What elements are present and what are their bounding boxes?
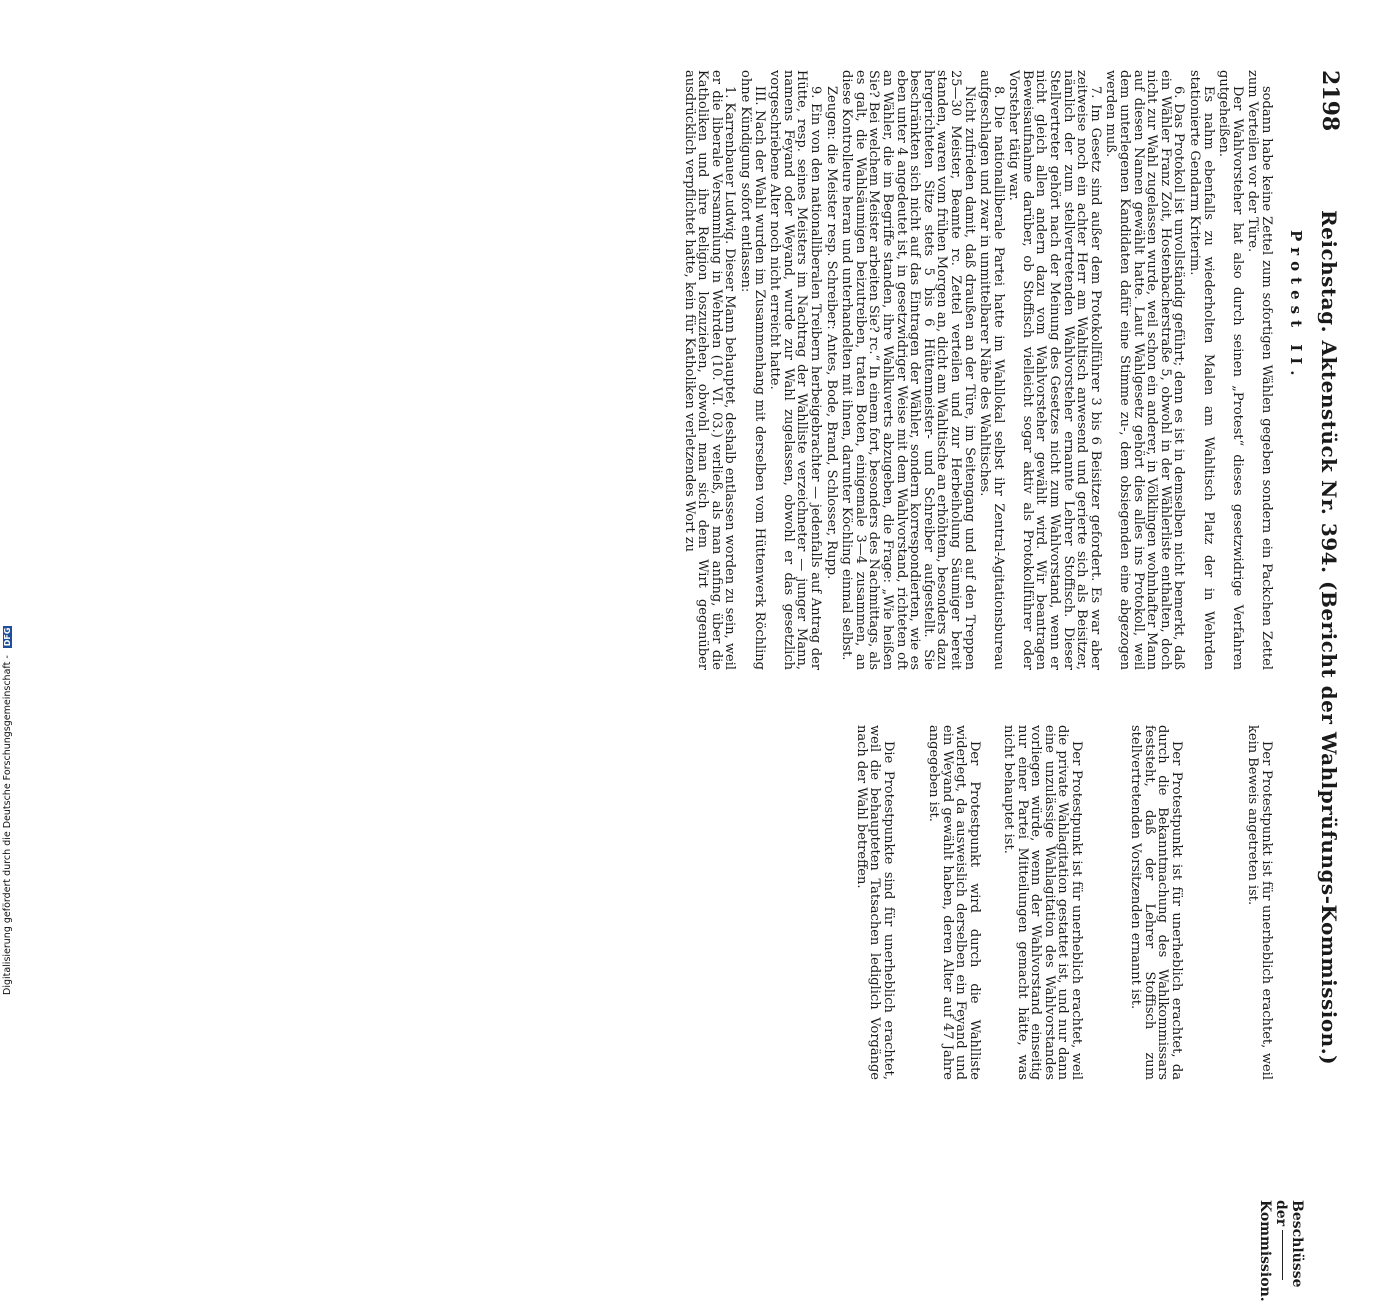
paragraph: 7. Im Gesetz sind außer dem Protokollführer 3 bis 6 Beisitzer gefordert. Es war aber zeitweise noch ein achter Herr am Wahltisch anwesend und gerierte sich als Beisitzer, nämlich der zum stellvertretenden Wahlvorsteher ernannte Lehrer Stoffisch. Dieser Stellvertreter gehört nach der Meinung des Gesetzes nicht zum Wahlvorstand, wenn er nicht gleich allen andern dazu vom Wahlvorsteher gewählt wird. Wir beantragen Beweisaufnahme darüber, ob Stoffisch vielleicht sogar aktiv als Protokollführer oder Vorsteher tätig war.: [1006, 70, 1103, 670]
protocol-heading: Protest II.: [1287, 230, 1305, 382]
decision-text: Der Protestpunkt ist für unerheblich erachtet, da durch die Bekanntmachung des Wahlkommissars feststeht, daß der Lehrer Stoffisch zum stellvertretenden Vorsitzenden ernannt ist.: [1128, 725, 1184, 1080]
dfg-logo: DFG: [3, 627, 12, 647]
paragraph: Es nahm ebenfalls zu wiederholten Malen am Wahltisch Platz der in Wehrden stationierte Gendarm Kriterim.: [1187, 70, 1216, 670]
decision-block: [854, 725, 895, 1080]
decision-text: Die Protestpunkte sind für unerheblich erachtet, weil die behaupteten Tatsachen lediglich Vorgänge nach der Wahl betreffen.: [853, 725, 896, 1080]
paragraph: 6. Das Protokoll ist unvollständig geführt; denn es ist in demselben nicht bemerkt, daß ein Wähler Franz Zoit, Hostenbacherstraße 5, obwohl in der Wählerliste enthalten, doch nicht zur Wahl zugelassen wurde, weil schon ein anderer, in Völklingen wohnhafter Mann auf diesen Namen gewählt hatte. Laut Wahlgesetz gehört dies alles ins Protokoll, weil dem unterlegenen Kandidaten dafür eine Stimme zu-, dem obsiegenden eine abgezogen werden muß.: [1103, 70, 1187, 670]
paragraph: III. Nach der Wahl wurden im Zusammenhang mit derselben vom Hüttenwerk Röchling ohne Kündigung sofort entlassen:: [738, 70, 767, 670]
decision-text: Der Protestpunkt ist für unerheblich erachtet, weil kein Beweis angetreten ist.: [1245, 725, 1274, 1080]
digitization-credit: [2, 605, 16, 995]
heading-rule: [1282, 1230, 1283, 1280]
decisions-heading: Beschlüsse der Kommission.: [1257, 1200, 1305, 1302]
protest-text-column: [680, 70, 1273, 670]
decision-block: [1246, 725, 1273, 1080]
decision-text: Der Protestpunkt ist für unerheblich erachtet, weil die private Wahlagitation gestattet ist, und nur dann eine unzulässige Wahlagitation des Wahlvorstandes vorliegen würde, wenn der Wahlvorstand einseitig nur einer Partei Mitteilungen gemacht hätte, was nicht behauptet ist.: [1001, 725, 1084, 1080]
credit-text: Digitalisierung gefördert durch die Deutsche Forschungsgemeinschaft -: [2, 655, 13, 995]
paragraph: Nicht zufrieden damit, daß draußen an der Türe, im Seitengang und auf den Treppen 25—30 Meister, Beamte rc. Zettel verteilen und zur Herbeiholung Säumiger bereit standen, waren vom frühen Morgen an, dicht am Wahltische an erhöhtem, besonders dazu hergerichteten Sitze stets 5 bis 6 Hüttenmeister- und Schreiber aufgestellt. Sie beschränkten sich nicht auf das Eintragen der Wähler, sondern korrespondierten, wie es eben unter 4 angedeutet ist, in gesetzwidriger Weise mit dem Wahlvorstand, richteten oft an Wähler, die im Begriffe standen, ihre Wahlkuverts abzugeben, die Frage: „Wie heißen Sie? Bei welchem Meister arbeiten Sie? rc.“ In einem fort, besonders des Nachmittags, als es galt, die Wahlsäumigen beizutreiben, traten Boten, einigemale 3—4 zusammen, an diese Kontrolleure heran und unterhandelten mit ihnen, darunter Köchling einmal selbst.: [839, 70, 977, 670]
page-title: Reichstag. Aktenstück Nr. 394. (Bericht der Wahlprüfungs-Kommission.): [1317, 210, 1341, 1066]
decision-block: [1129, 725, 1183, 1080]
decision-text: Der Protestpunkt wird durch die Wahlliste widerlegt, da ausweislich derselben ein Feyand und ein Weyand gewählt haben, deren Alter auf 47 Jahre angegeben ist.: [926, 725, 982, 1080]
paragraph: 8. Die nationalliberale Partei hatte im Wahllokal selbst ihr Zentral-Agitationsbureau aufgeschlagen und zwar in unmittelbarer Nähe des Wahltisches.: [977, 70, 1006, 670]
decision-block: [1001, 725, 1083, 1080]
page-number: 2198: [1317, 70, 1343, 132]
page-header: [1303, 70, 1343, 1300]
paragraph: 9. Ein von den nationalliberalen Treibern herbeigebrachter — jedenfalls auf Antrag der Hütte, resp. seines Meisters im Nachtrag der Wahlliste verzeichneter — junger Mann, namens Feyand oder Weyand, wurde zur Wahl zugelassen, obwohl er das gesetzlich vorgeschriebene Alter noch nicht erreicht hatte.: [767, 70, 823, 670]
decision-block: [927, 725, 981, 1080]
paragraph: 1. Karrenbauer Ludwig. Dieser Mann behauptet, deshalb entlassen worden zu sein, weil er die liberale Versammlung in Wehrden (10. VI. 03.) verließ, als man anfing, über die Katholiken und ihre Religion loszuziehen, obwohl man sich dem Wirt gegenüber ausdrücklich verpflichtet hatte, kein für Katholiken verletzendes Wort zu: [681, 70, 738, 670]
witnesses-line: Zeugen: die Meister resp. Schreiber: Antes, Bode, Brand, Schlosser, Rupp.: [823, 86, 839, 580]
paragraph: Der Wahlvorsteher hat also durch seinen „Protest“ dieses gesetzwidrige Verfahren gutgeheißen.: [1216, 70, 1245, 670]
paragraph: sodann habe keine Zettel zum sofortigen Wählen gegeben sondern ein Packchen Zettel zum Verteilen vor der Türe.: [1245, 70, 1274, 670]
